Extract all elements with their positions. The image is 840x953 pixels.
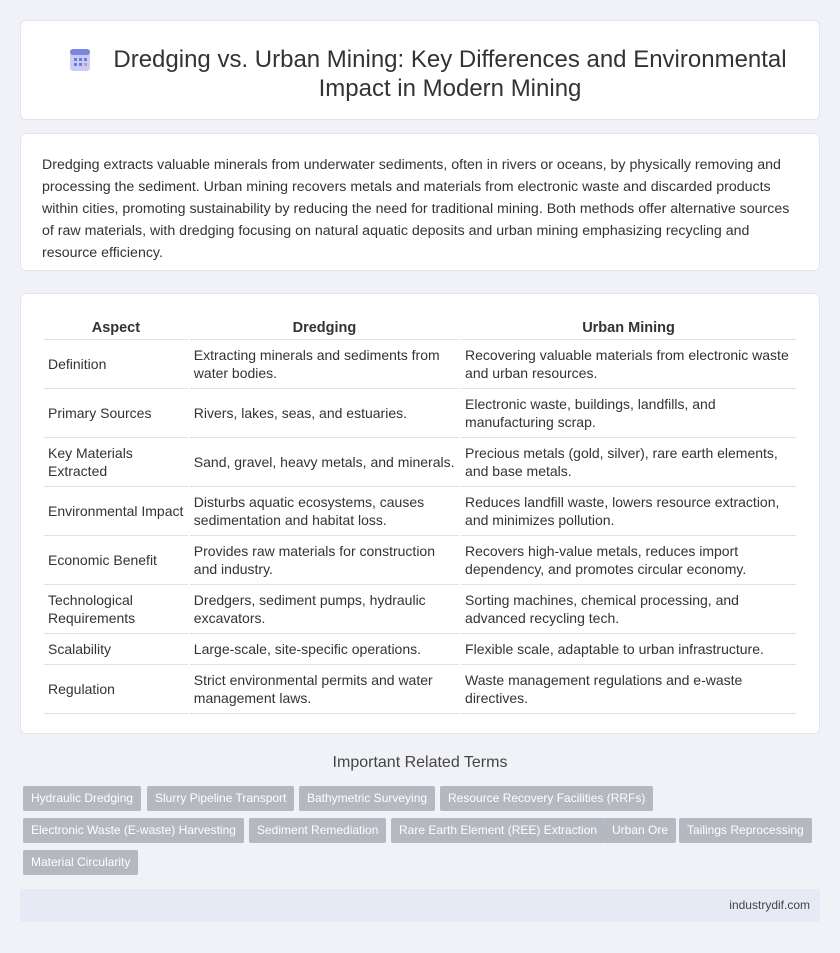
cell-urban-mining: Recovers high-value metals, reduces import dependency, and promotes circular economy. [461,536,796,585]
table-row [44,634,796,665]
header-urban-mining: Urban Mining [461,314,796,340]
table-row [44,585,796,634]
cell-aspect: Technological Requirements [44,585,188,634]
cell-dredging: Extracting minerals and sediments from water bodies. [190,340,459,389]
comparison-card [20,293,820,734]
cell-aspect: Key Materials Extracted [44,438,188,487]
cell-dredging: Dredgers, sediment pumps, hydraulic excavators. [190,585,459,634]
cell-aspect: Environmental Impact [44,487,188,536]
tag-material-circularity[interactable]: Material Circularity [23,850,138,875]
table-row [44,536,796,585]
cell-urban-mining: Reduces landfill waste, lowers resource extraction, and minimizes pollution. [461,487,796,536]
table-row [44,340,796,389]
table-row [44,665,796,714]
tag-urban-ore[interactable]: Urban Ore [604,818,676,843]
cell-dredging: Large-scale, site-specific operations. [190,634,459,665]
tag-e-waste-harvesting[interactable]: Electronic Waste (E-waste) Harvesting [23,818,244,843]
cell-urban-mining: Waste management regulations and e-waste directives. [461,665,796,714]
cell-urban-mining: Sorting machines, chemical processing, and advanced recycling tech. [461,585,796,634]
title-card [20,20,820,120]
intro-paragraph: Dredging extracts valuable minerals from underwater sediments, often in rivers or oceans, by physically removing and processing the sediment. Urban mining recovers metals and materials from electronic waste and discarded products within cities, promoting sustainability by reducing the need for traditional mining. Both methods offer alternative sources of raw materials, with dredging focusing on natural aquatic deposits and urban mining emphasizing recycling and resource efficiency. [42,157,790,261]
cell-dredging: Strict environmental permits and water management laws. [190,665,459,714]
tag-sediment-remediation[interactable]: Sediment Remediation [249,818,386,843]
related-terms-title: Important Related Terms [332,754,508,771]
cell-dredging: Provides raw materials for construction and industry. [190,536,459,585]
tag-ree-extraction[interactable]: Rare Earth Element (REE) Extraction [391,818,605,843]
tag-slurry-pipeline-transport[interactable]: Slurry Pipeline Transport [147,786,294,811]
footer-site-link[interactable]: industrydif.com [729,898,810,912]
tag-hydraulic-dredging[interactable]: Hydraulic Dredging [23,786,141,811]
cell-aspect: Regulation [44,665,188,714]
cell-aspect: Economic Benefit [44,536,188,585]
cell-urban-mining: Electronic waste, buildings, landfills, and manufacturing scrap. [461,389,796,438]
cell-dredging: Rivers, lakes, seas, and estuaries. [190,389,459,438]
cell-aspect: Primary Sources [44,389,188,438]
cell-urban-mining: Recovering valuable materials from electronic waste and urban resources. [461,340,796,389]
footer [20,889,820,922]
header-aspect: Aspect [44,314,188,340]
tag-resource-recovery-facilities[interactable]: Resource Recovery Facilities (RRFs) [440,786,653,811]
table-row [44,487,796,536]
comparison-table [42,314,798,714]
tag-bathymetric-surveying[interactable]: Bathymetric Surveying [299,786,435,811]
table-row [44,438,796,487]
table-row [44,389,796,438]
cell-urban-mining: Precious metals (gold, silver), rare earth elements, and base metals. [461,438,796,487]
cell-dredging: Disturbs aquatic ecosystems, causes sedimentation and habitat loss. [190,487,459,536]
cell-urban-mining: Flexible scale, adaptable to urban infrastructure. [461,634,796,665]
cell-aspect: Definition [44,340,188,389]
table-header-row [44,314,796,340]
intro-card [20,133,820,271]
header-dredging: Dredging [190,314,459,340]
page-title: Dredging vs. Urban Mining: Key Differences and Environmental Impact in Modern Mining [113,46,787,102]
tag-tailings-reprocessing[interactable]: Tailings Reprocessing [679,818,812,843]
cell-dredging: Sand, gravel, heavy metals, and minerals. [190,438,459,487]
cell-aspect: Scalability [44,634,188,665]
